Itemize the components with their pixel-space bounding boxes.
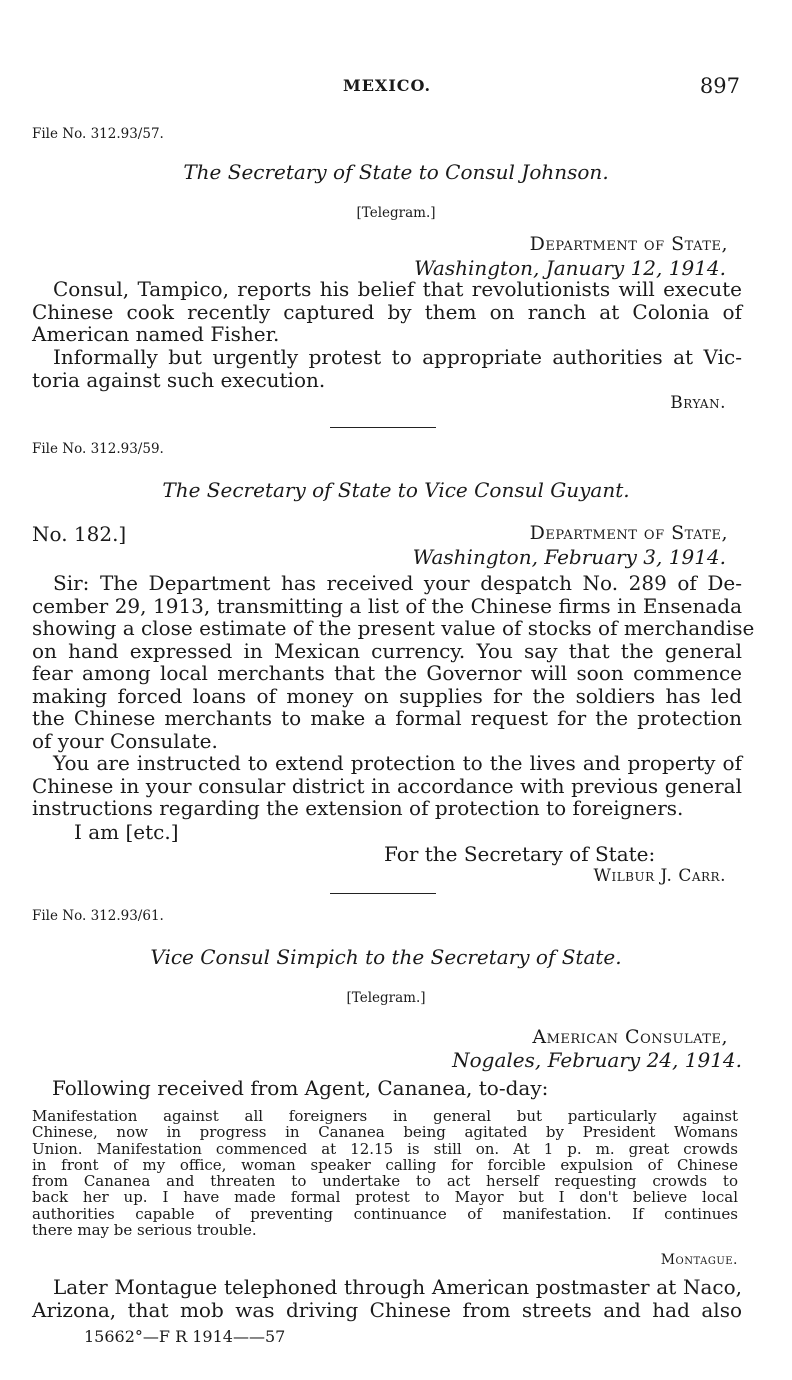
page-number: 897 <box>699 74 740 98</box>
text-line: Later Montague telephoned through American postmaster at Naco, <box>53 1275 742 1299</box>
paragraph <box>32 571 755 753</box>
text-line: fear among local merchants that the Governor will soon commence <box>32 661 742 685</box>
quoted-telegram <box>32 1108 738 1238</box>
text-line: toria against such execution. <box>32 367 326 392</box>
file-number: File No. 312.93/57. <box>32 126 164 142</box>
text-line: from Cananea and threaten to undertake to act herself requesting crowds to <box>32 1172 738 1191</box>
paragraph <box>32 752 742 820</box>
text-line: Arizona, that mob was driving Chinese from streets and had also <box>32 1297 742 1322</box>
paragraph <box>32 346 742 391</box>
running-title: MEXICO. <box>343 76 432 95</box>
text-line: You are instructed to extend protection to the lives and property of <box>53 751 742 775</box>
for-secretary-line: For the Secretary of State: <box>384 842 656 866</box>
print-mark: 15662°—F R 1914——57 <box>84 1327 286 1346</box>
text-line: Chinese cook recently captured by them on ranch at Colonia of <box>32 299 742 324</box>
file-number: File No. 312.93/59. <box>32 441 164 457</box>
divider <box>330 893 436 894</box>
place-date: Nogales, February 24, 1914. <box>452 1048 742 1072</box>
telegram-label: [Telegram.] <box>346 990 426 1006</box>
closing: I am [etc.] <box>74 820 179 844</box>
text-line: Chinese in your consular district in accordance with previous general <box>32 773 742 798</box>
text-line: on hand expressed in Mexican currency. You say that the general <box>32 638 742 663</box>
file-number: File No. 312.93/61. <box>32 908 164 924</box>
department-line: Department of State, <box>529 522 728 544</box>
place-date: Washington, January 12, 1914. <box>414 256 726 280</box>
text-line: there may be serious trouble. <box>32 1221 257 1240</box>
despatch-number: No. 182.] <box>32 522 127 546</box>
intro-line: Following received from Agent, Cananea, to-day: <box>52 1076 549 1100</box>
text-line: the Chinese merchants to make a formal request for the protection <box>32 706 742 730</box>
telegram-label: [Telegram.] <box>356 205 436 221</box>
signature: Bryan. <box>670 393 726 413</box>
department-line: American Consulate, <box>532 1026 728 1048</box>
document-title: Vice Consul Simpich to the Secretary of State. <box>150 945 622 969</box>
text-line: Chinese, now in progress in Cananea being agitated by President Womans <box>32 1123 738 1142</box>
divider <box>330 427 436 428</box>
text-line: Union. Manifestation commenced at 12.15 is still on. At 1 p. m. great crowds <box>32 1139 738 1158</box>
text-line: back her up. I have made formal protest to Mayor but I don't believe local <box>32 1188 738 1207</box>
text-line: American named Fisher. <box>32 322 280 346</box>
text-line: making forced loans of money on supplies for the soldiers has led <box>32 683 742 708</box>
text-line: Manifestation against all foreigners in general but particularly against <box>32 1107 738 1125</box>
text-line: Consul, Tampico, reports his belief that revolutionists will execute <box>53 277 742 301</box>
text-line: Sir: The Department has received your despatch No. 289 of De- <box>53 571 742 595</box>
department-line: Department of State, <box>529 233 728 255</box>
text-line: of your Consulate. <box>32 728 218 753</box>
document-title: The Secretary of State to Vice Consul Guyant. <box>162 478 630 502</box>
text-line: authorities capable of preventing continuance of manifestation. If continues <box>32 1204 738 1223</box>
text-line: showing a close estimate of the present value of stocks of merchandise <box>32 616 755 640</box>
text-line: cember 29, 1913, transmitting a list of the Chinese firms in Ensenada <box>32 593 742 618</box>
paragraph <box>32 278 742 346</box>
quote-signature: Montague. <box>660 1252 738 1268</box>
place-date: Washington, February 3, 1914. <box>412 545 726 569</box>
text-line: Informally but urgently protest to appropriate authorities at Vic- <box>53 345 742 369</box>
text-line: instructions regarding the extension of protection to foreigners. <box>32 796 684 820</box>
text-line: in front of my office, woman speaker calling for forcible expulsion of Chinese <box>32 1155 738 1174</box>
signature: Wilbur J. Carr. <box>593 866 726 886</box>
paragraph <box>32 1276 742 1321</box>
document-title: The Secretary of State to Consul Johnson. <box>183 160 609 184</box>
